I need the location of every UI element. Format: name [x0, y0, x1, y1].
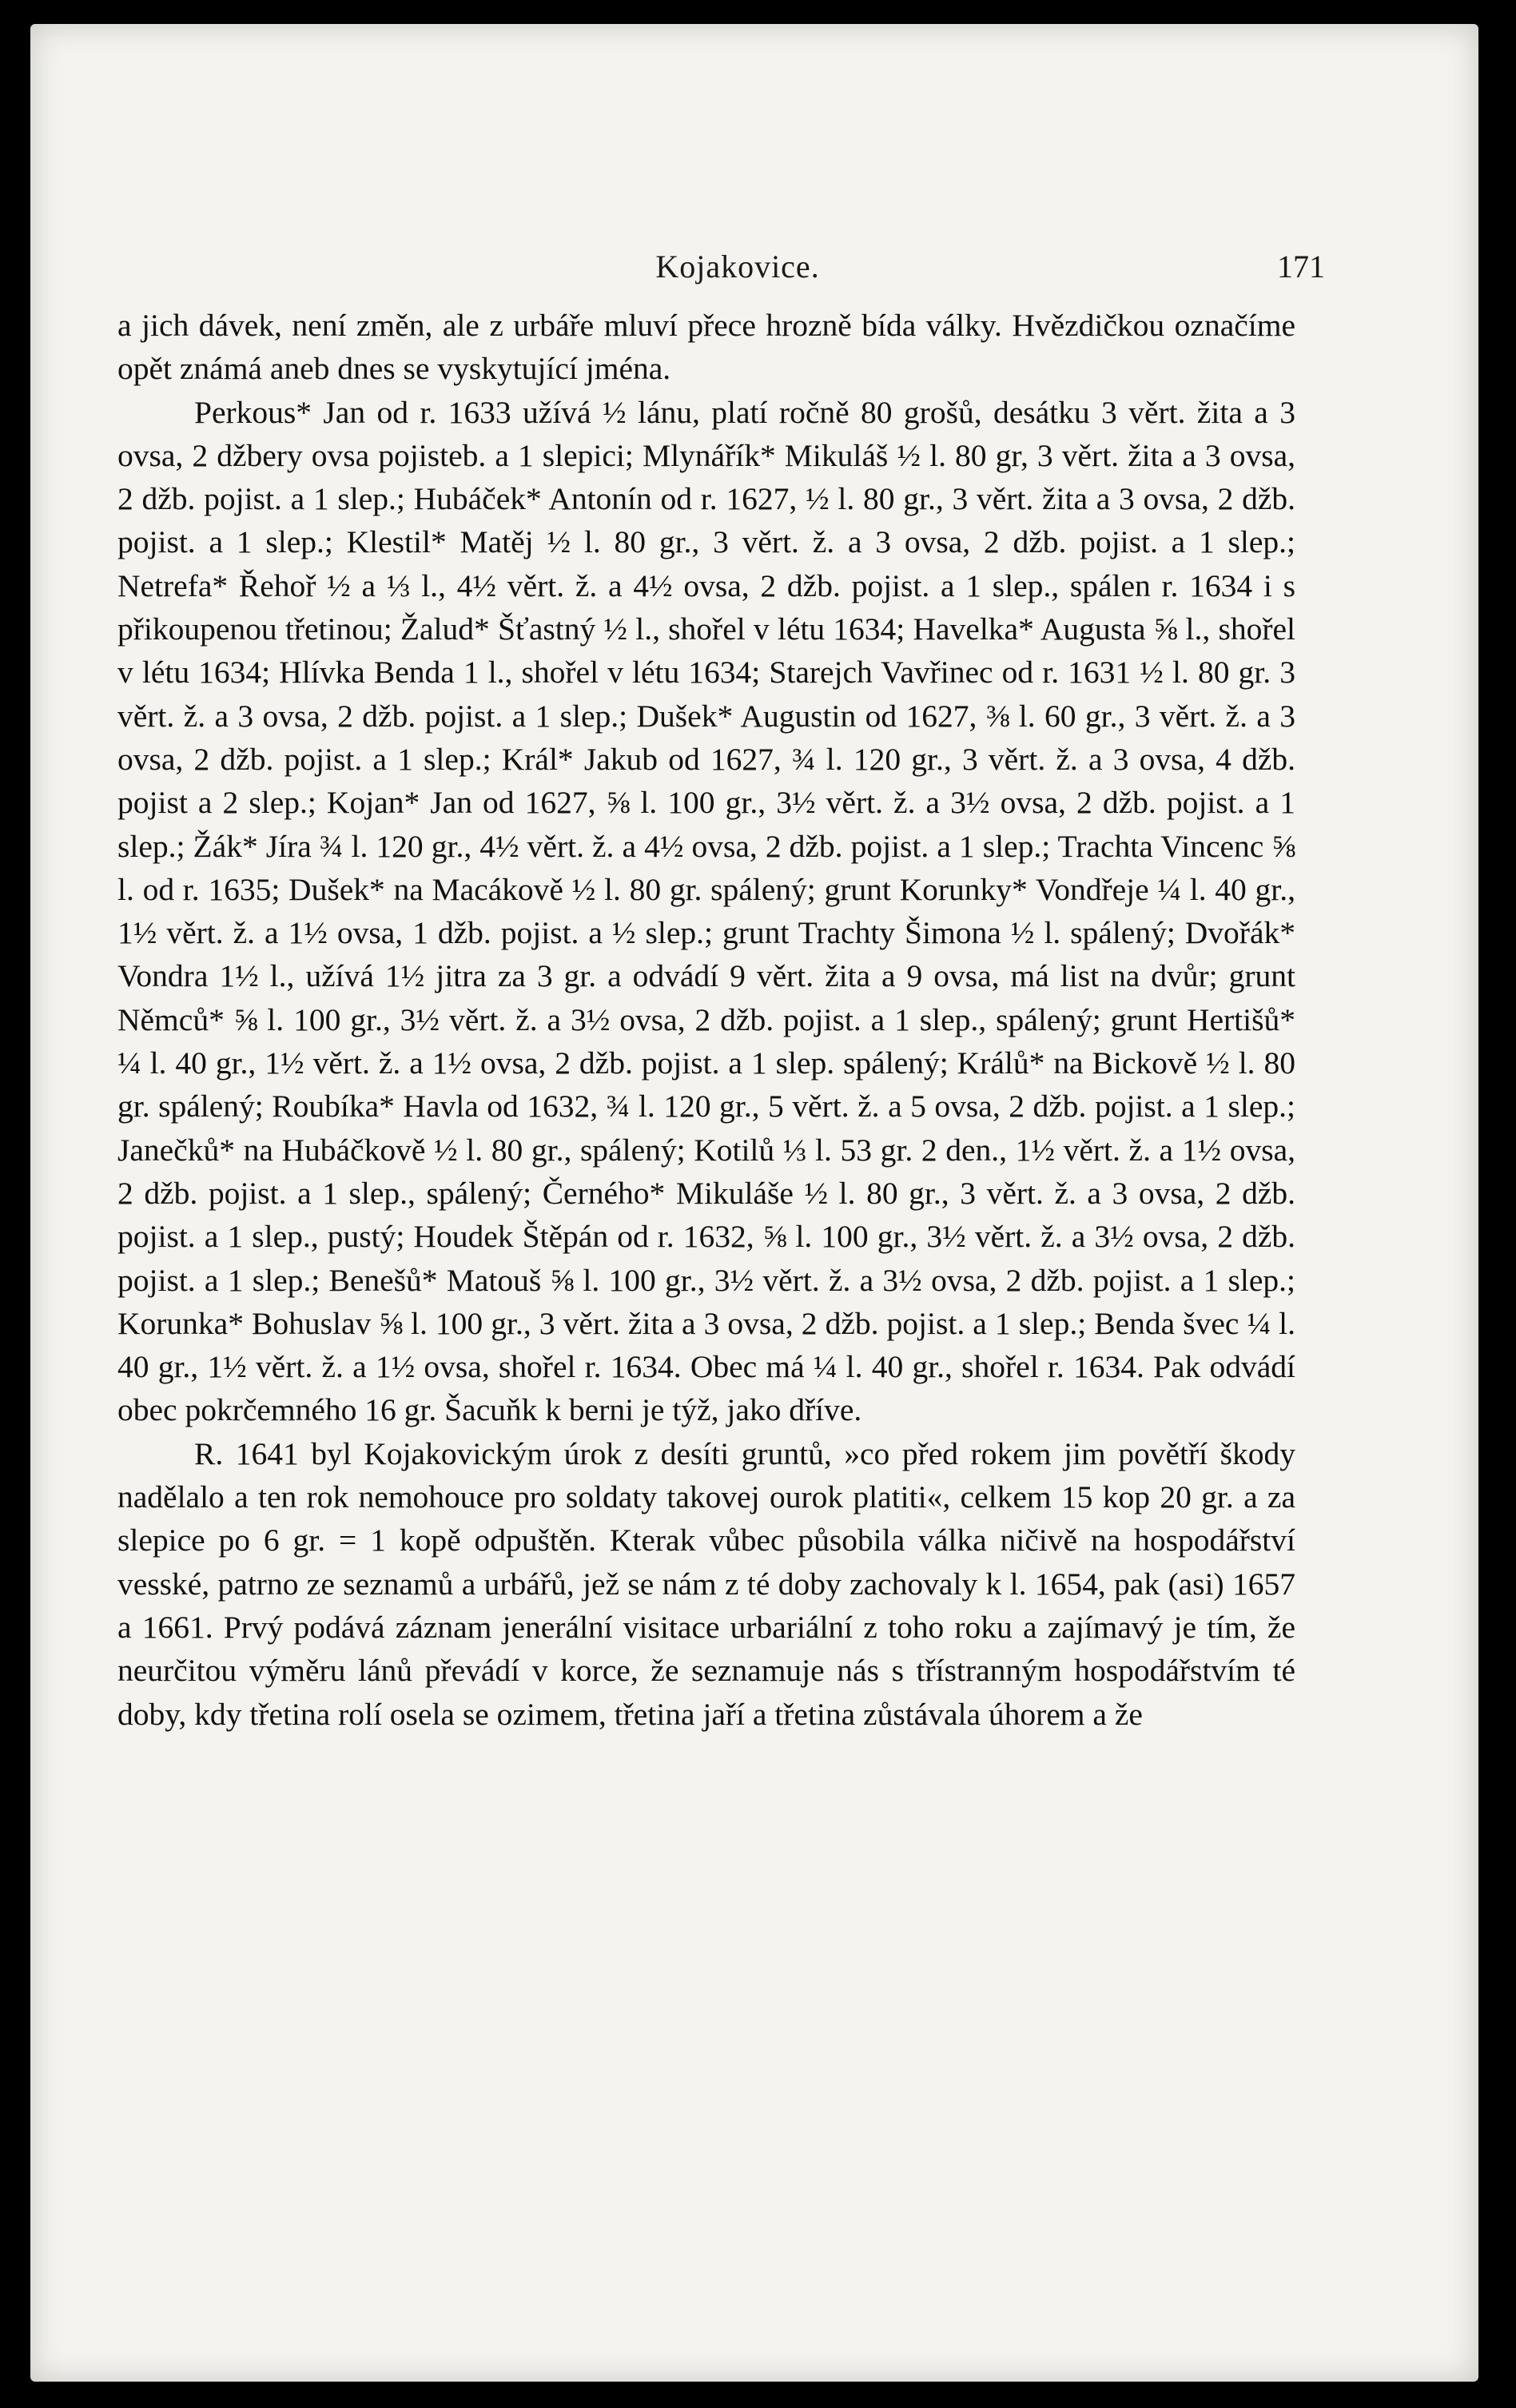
page-body — [117, 304, 1295, 1736]
running-title: Kojakovice. — [655, 249, 820, 285]
paragraph-2: Perkous* Jan od r. 1633 užívá ½ lánu, platí ročně 80 grošů, desátku 3 věrt. žita a 3 ovsa, 2 džbery ovsa pojisteb. a 1 slepici; Mlynářík* Mikuláš ½ l. 80 gr, 3 věrt. žita a 3 ovsa, 2 džb. pojist. a 1 slep.; Hubáček* Antonín od r. 1627, ½ l. 80 gr., 3 věrt. žita a 3 ovsa, 2 džb. pojist. a 1 slep.; Klestil* Matěj ½ l. 80 gr., 3 věrt. ž. a 3 ovsa, 2 džb. pojist. a 1 slep.; Netrefa* Řehoř ½ a ⅓ l., 4½ věrt. ž. a 4½ ovsa, 2 džb. pojist. a 1 slep., spálen r. 1634 i s přikoupenou třetinou; Žalud* Šťastný ½ l., shořel v létu 1634; Havelka* Augusta ⅝ l., shořel v létu 1634; Hlívka Benda 1 l., shořel v létu 1634; Starejch Vavřinec od r. 1631 ½ l. 80 gr. 3 věrt. ž. a 3 ovsa, 2 džb. pojist. a 1 slep.; Dušek* Augustin od 1627, ⅜ l. 60 gr., 3 věrt. ž. a 3 ovsa, 2 džb. pojist. a 1 slep.; Král* Jakub od 1627, ¾ l. 120 gr., 3 věrt. ž. a 3 ovsa, 4 džb. pojist a 2 slep.; Kojan* Jan od 1627, ⅝ l. 100 gr., 3½ věrt. ž. a 3½ ovsa, 2 džb. pojist. a 1 slep.; Žák* Jíra ¾ l. 120 gr., 4½ věrt. ž. a 4½ ovsa, 2 džb. pojist. a 1 slep.; Trachta Vincenc ⅝ l. od r. 1635; Dušek* na Macákově ½ l. 80 gr. spálený; grunt Korunky* Vondřeje ¼ l. 40 gr., 1½ věrt. ž. a 1½ ovsa, 1 džb. pojist. a ½ slep.; grunt Trachty Šimona ½ l. spálený; Dvořák* Vondra 1½ l., užívá 1½ jitra za 3 gr. a odvádí 9 věrt. žita a 9 ovsa, má list na dvůr; grunt Němců* ⅝ l. 100 gr., 3½ věrt. ž. a 3½ ovsa, 2 džb. pojist. a 1 slep., spálený; grunt Hertišů* ¼ l. 40 gr., 1½ věrt. ž. a 1½ ovsa, 2 džb. pojist. a 1 slep. spálený; Králů* na Bickově ½ l. 80 gr. spálený; Roubíka* Havla od 1632, ¾ l. 120 gr., 5 věrt. ž. a 5 ovsa, 2 džb. pojist. a 1 slep.; Janečků* na Hubáčkově ½ l. 80 gr., spálený; Kotilů ⅓ l. 53 gr. 2 den., 1½ věrt. ž. a 1½ ovsa, 2 džb. pojist. a 1 slep., spálený; Černého* Mikuláše ½ l. 80 gr., 3 věrt. ž. a 3 ovsa, 2 džb. pojist. a 1 slep., pustý; Houdek Štěpán od r. 1632, ⅝ l. 100 gr., 3½ věrt. ž. a 3½ ovsa, 2 džb. pojist. a 1 slep.; Benešů* Matouš ⅝ l. 100 gr., 3½ věrt. ž. a 3½ ovsa, 2 džb. pojist. a 1 slep.; Korunka* Bohuslav ⅝ l. 100 gr., 3 věrt. žita a 3 ovsa, 2 džb. pojist. a 1 slep.; Benda švec ¼ l. 40 gr., 1½ věrt. ž. a 1½ ovsa, shořel r. 1634. Obec má ¼ l. 40 gr., shořel r. 1634. Pak odvádí obec pokrčemného 16 gr. Šacuňk k berni je týž, jako dříve. — [117, 394, 1295, 1428]
page-header — [150, 248, 1325, 296]
page-number: 171 — [1277, 249, 1325, 285]
paragraph-1: a jich dávek, není změn, ale z urbáře mluví přece hrozně bída války. Hvězdičkou označíme opět známá aneb dnes se vyskytující jména. — [117, 308, 1295, 387]
paragraph-3: R. 1641 byl Kojakovickým úrok z desíti gruntů, »co před rokem jim povětří škody nadělalo a ten rok nemohouce pro soldaty takovej ourok platiti«, celkem 15 kop 20 gr. a za slepice po 6 gr. = 1 kopě odpuštěn. Kterak vůbec působila válka ničivě na hospodářství vesské, patrno ze seznamů a urbářů, jež se nám z té doby zachovaly k l. 1654, pak (asi) 1657 a 1661. Prvý podává záznam jenerální visitace urbariální z toho roku a zajímavý je tím, že neurčitou výměru lánů převádí v korce, že seznamuje nás s třístranným hospodářstvím té doby, kdy třetina rolí osela se ozimem, třetina jaří a třetina zůstávala úhorem a že — [117, 1435, 1295, 1732]
